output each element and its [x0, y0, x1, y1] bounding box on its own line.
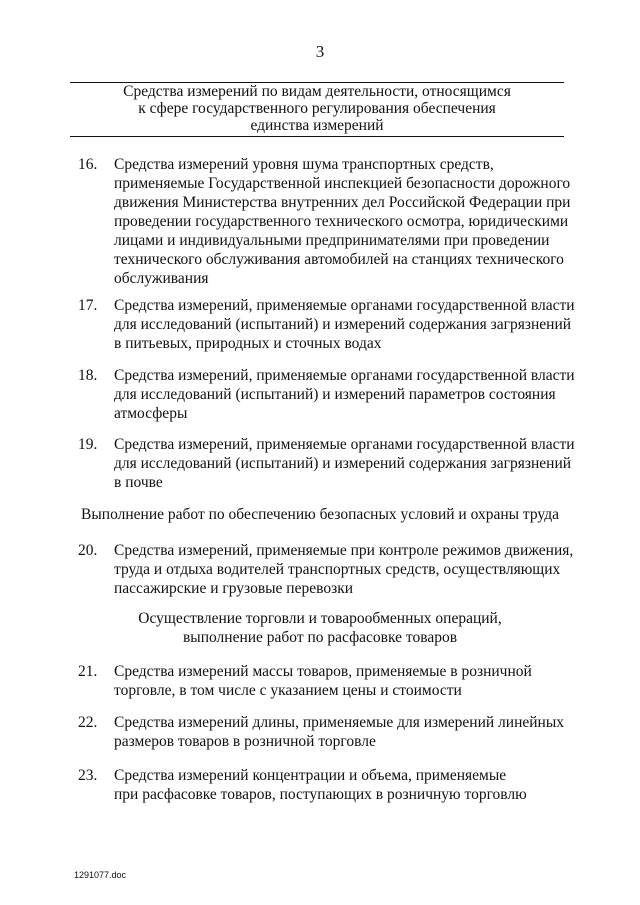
item-text	[114, 541, 578, 598]
item-line: для исследований (испытаний) и измерений содержания загрязнений	[114, 455, 572, 472]
list-item-19	[78, 435, 578, 492]
section-heading-line: выполнение работ по расфасовке товаров	[182, 629, 458, 646]
item-line: проведении государственного технического осмотра, юридическими	[114, 213, 569, 230]
item-line: при расфасовке товаров, поступающих в розничную торговлю	[114, 786, 527, 803]
list-item-18	[78, 366, 578, 423]
list-item-20	[78, 541, 578, 598]
item-text	[114, 155, 578, 288]
item-line: для исследований (испытаний) и измерений содержания загрязнений	[114, 316, 572, 333]
item-line: движения Министерства внутренних дел Российской Федерации при	[114, 194, 571, 211]
item-line: Средства измерений уровня шума транспортных средств,	[114, 156, 494, 173]
item-line: применяемые Государственной инспекцией безопасности дорожного	[114, 175, 571, 192]
item-number: 18.	[78, 367, 98, 384]
header-bottom-rule	[70, 136, 564, 137]
item-line: для исследований (испытаний) и измерений параметров состояния	[114, 386, 556, 403]
section-heading-trade	[70, 609, 570, 647]
list-item-17	[78, 296, 578, 353]
item-line: Средства измерений, применяемые органами государственной власти	[114, 297, 575, 314]
item-text	[114, 366, 578, 423]
header-line: Средства измерений по видам деятельности, относящимся	[123, 83, 511, 100]
item-line: Средства измерений концентрации и объема, применяемые	[114, 767, 507, 784]
item-line: обслуживания	[114, 270, 209, 287]
list-item-22	[78, 713, 578, 751]
page-number: 3	[315, 42, 325, 61]
item-number: 19.	[78, 436, 98, 453]
item-text	[114, 662, 578, 700]
list-item-21	[78, 662, 578, 700]
item-line: в почве	[114, 474, 163, 491]
item-number: 16.	[78, 156, 98, 173]
item-text	[114, 296, 578, 353]
item-line: Средства измерений, применяемые органами государственной власти	[114, 367, 575, 384]
footer-filename: 1291077.doc	[74, 870, 127, 880]
header-line: к сфере государственного регулирования обеспечения	[138, 100, 496, 117]
item-line: атмосферы	[114, 405, 188, 422]
item-text	[114, 766, 578, 804]
item-line: в питьевых, природных и сточных водах	[114, 335, 382, 352]
section-heading-labor-safety	[70, 505, 570, 524]
item-number: 17.	[78, 297, 98, 314]
header-line: единства измерений	[250, 117, 384, 134]
section-heading-line: Осуществление торговли и товарообменных операций,	[138, 610, 502, 627]
item-number: 20.	[78, 542, 98, 559]
item-number: 21.	[78, 663, 98, 680]
item-line: торговле, в том числе с указанием цены и стоимости	[114, 682, 462, 699]
item-line: труда и отдыха водителей транспортных средств, осуществляющих	[114, 561, 561, 578]
item-line: Средства измерений, применяемые при контроле режимов движения,	[114, 542, 574, 559]
table-header-caption	[70, 83, 564, 134]
section-heading-line: Выполнение работ по обеспечению безопасных условий и охраны труда	[81, 506, 559, 523]
item-line: Средства измерений, применяемые органами государственной власти	[114, 436, 575, 453]
item-text	[114, 713, 578, 751]
item-line: Средства измерений массы товаров, применяемые в розничной	[114, 663, 532, 680]
list-item-16	[78, 155, 578, 288]
item-line: размеров товаров в розничной торговле	[114, 733, 376, 750]
item-line: лицами и индивидуальными предпринимателями при проведении	[114, 232, 550, 249]
item-number: 22.	[78, 714, 98, 731]
item-line: пассажирские и грузовые перевозки	[114, 580, 354, 597]
item-line: Средства измерений длины, применяемые для измерений линейных	[114, 714, 564, 731]
item-line: технического обслуживания автомобилей на станциях технического	[114, 251, 564, 268]
list-item-23	[78, 766, 578, 804]
item-text	[114, 435, 578, 492]
item-number: 23.	[78, 767, 98, 784]
